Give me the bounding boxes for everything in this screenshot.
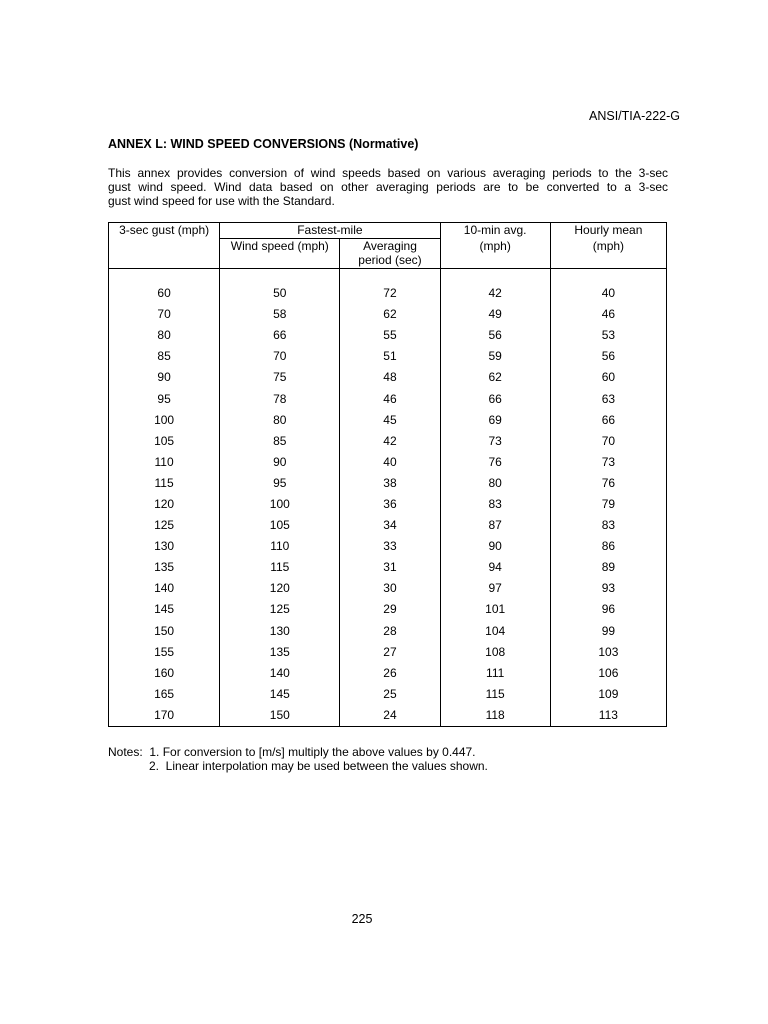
table-cell: 70 xyxy=(220,346,340,367)
table-row xyxy=(109,705,667,727)
intro-paragraph xyxy=(108,166,668,208)
table-cell: 29 xyxy=(340,599,440,620)
table-cell: 79 xyxy=(550,494,666,515)
table-cell: 48 xyxy=(340,367,440,388)
table-cell: 150 xyxy=(109,621,220,642)
wind-speed-conversion-table xyxy=(108,222,667,727)
table-cell: 93 xyxy=(550,578,666,599)
header-averaging-period xyxy=(340,239,440,269)
table-cell: 165 xyxy=(109,684,220,705)
table-cell: 63 xyxy=(550,388,666,409)
table-cell: 83 xyxy=(550,515,666,536)
table-cell: 96 xyxy=(550,599,666,620)
table-cell: 62 xyxy=(340,304,440,325)
header-hourly-line2: (mph) xyxy=(550,239,666,269)
header-wind-speed: Wind speed (mph) xyxy=(220,239,340,269)
table-cell: 26 xyxy=(340,663,440,684)
table-row xyxy=(109,494,667,515)
table-body xyxy=(109,269,667,727)
table-cell: 95 xyxy=(220,473,340,494)
table-cell: 31 xyxy=(340,557,440,578)
table-cell: 66 xyxy=(440,388,550,409)
table-cell: 58 xyxy=(220,304,340,325)
table-cell: 85 xyxy=(220,431,340,452)
table-cell: 115 xyxy=(220,557,340,578)
header-fastest-mile: Fastest-mile xyxy=(220,223,440,239)
document-id: ANSI/TIA-222-G xyxy=(589,109,680,123)
table-row xyxy=(109,578,667,599)
table-cell: 90 xyxy=(440,536,550,557)
table-cell: 130 xyxy=(109,536,220,557)
table-cell: 59 xyxy=(440,346,550,367)
table-cell: 33 xyxy=(340,536,440,557)
table-cell: 120 xyxy=(220,578,340,599)
table-row xyxy=(109,473,667,494)
table-cell: 75 xyxy=(220,367,340,388)
table-cell: 56 xyxy=(550,346,666,367)
table-cell: 150 xyxy=(220,705,340,727)
table-cell: 30 xyxy=(340,578,440,599)
table-cell: 106 xyxy=(550,663,666,684)
table-cell: 108 xyxy=(440,642,550,663)
table-cell: 125 xyxy=(220,599,340,620)
table-row xyxy=(109,431,667,452)
note-1: Notes: 1. For conversion to [m/s] multiply the above values by 0.447. xyxy=(108,745,476,759)
table-cell: 115 xyxy=(109,473,220,494)
table-cell: 110 xyxy=(109,452,220,473)
table-cell: 80 xyxy=(440,473,550,494)
table-cell: 34 xyxy=(340,515,440,536)
table-cell: 56 xyxy=(440,325,550,346)
table-cell: 99 xyxy=(550,621,666,642)
notes xyxy=(108,745,488,773)
table-cell: 89 xyxy=(550,557,666,578)
table-row xyxy=(109,599,667,620)
table-row xyxy=(109,642,667,663)
note-2: 2. Linear interpolation may be used between the values shown. xyxy=(149,759,488,773)
table-cell: 109 xyxy=(550,684,666,705)
table-cell: 101 xyxy=(440,599,550,620)
table-cell: 27 xyxy=(340,642,440,663)
table-cell: 51 xyxy=(340,346,440,367)
table-cell: 118 xyxy=(440,705,550,727)
table-cell: 60 xyxy=(109,283,220,304)
table-cell: 70 xyxy=(550,431,666,452)
table-cell: 45 xyxy=(340,410,440,431)
table-cell: 40 xyxy=(550,283,666,304)
table-cell: 87 xyxy=(440,515,550,536)
table-cell: 135 xyxy=(109,557,220,578)
table-cell: 40 xyxy=(340,452,440,473)
table-cell: 100 xyxy=(220,494,340,515)
table-row xyxy=(109,283,667,304)
table-cell: 42 xyxy=(340,431,440,452)
table-cell: 90 xyxy=(220,452,340,473)
table-cell: 83 xyxy=(440,494,550,515)
table-row xyxy=(109,410,667,431)
table-cell: 38 xyxy=(340,473,440,494)
page-number: 225 xyxy=(351,912,373,926)
table-cell: 115 xyxy=(440,684,550,705)
table-cell: 25 xyxy=(340,684,440,705)
table-cell: 113 xyxy=(550,705,666,727)
annex-title: ANNEX L: WIND SPEED CONVERSIONS (Normative) xyxy=(108,137,419,151)
table-cell: 94 xyxy=(440,557,550,578)
table-cell: 145 xyxy=(109,599,220,620)
table-row xyxy=(109,367,667,388)
table-cell: 80 xyxy=(109,325,220,346)
table-cell: 55 xyxy=(340,325,440,346)
table-row xyxy=(109,621,667,642)
table-cell: 60 xyxy=(550,367,666,388)
table-cell: 46 xyxy=(340,388,440,409)
table-cell: 73 xyxy=(550,452,666,473)
table-cell: 110 xyxy=(220,536,340,557)
table-cell: 90 xyxy=(109,367,220,388)
table-row xyxy=(109,388,667,409)
table-cell: 140 xyxy=(220,663,340,684)
table-cell: 95 xyxy=(109,388,220,409)
table-cell: 69 xyxy=(440,410,550,431)
header-hourly-line1: Hourly mean xyxy=(550,223,666,239)
table-cell: 72 xyxy=(340,283,440,304)
header-tenmin-line1: 10-min avg. xyxy=(440,223,550,239)
table-cell: 97 xyxy=(440,578,550,599)
table-row xyxy=(109,325,667,346)
table-row xyxy=(109,557,667,578)
table-cell: 76 xyxy=(440,452,550,473)
intro-line: This annex provides conversion of wind speeds based on various averaging periods to the 3-sec xyxy=(108,166,668,180)
table-cell: 140 xyxy=(109,578,220,599)
table-cell: 36 xyxy=(340,494,440,515)
table-cell: 73 xyxy=(440,431,550,452)
table-cell: 135 xyxy=(220,642,340,663)
table-cell: 105 xyxy=(109,431,220,452)
table-cell: 50 xyxy=(220,283,340,304)
header-tenmin-line2: (mph) xyxy=(440,239,550,269)
table-cell: 105 xyxy=(220,515,340,536)
table-row xyxy=(109,515,667,536)
table-cell: 155 xyxy=(109,642,220,663)
table-cell: 145 xyxy=(220,684,340,705)
table-cell: 100 xyxy=(109,410,220,431)
table-cell: 53 xyxy=(550,325,666,346)
table-row xyxy=(109,684,667,705)
table-cell: 103 xyxy=(550,642,666,663)
table-row xyxy=(109,452,667,473)
table-cell: 49 xyxy=(440,304,550,325)
table-cell: 170 xyxy=(109,705,220,727)
table-cell: 24 xyxy=(340,705,440,727)
table-row xyxy=(109,346,667,367)
table-row xyxy=(109,304,667,325)
intro-line: gust wind speed. Wind data based on other averaging periods are to be converted to a 3-sec xyxy=(108,180,668,194)
header-gust-blank xyxy=(109,239,220,269)
header-gust: 3-sec gust (mph) xyxy=(109,223,220,239)
table-cell: 130 xyxy=(220,621,340,642)
table-cell: 42 xyxy=(440,283,550,304)
table-cell: 28 xyxy=(340,621,440,642)
table-cell: 160 xyxy=(109,663,220,684)
table-cell: 62 xyxy=(440,367,550,388)
table-cell: 70 xyxy=(109,304,220,325)
table-cell: 86 xyxy=(550,536,666,557)
table-row xyxy=(109,663,667,684)
table-cell: 78 xyxy=(220,388,340,409)
table-cell: 66 xyxy=(550,410,666,431)
header-averaging-line2: period (sec) xyxy=(358,253,422,267)
table-cell: 76 xyxy=(550,473,666,494)
table-cell: 46 xyxy=(550,304,666,325)
table-cell: 66 xyxy=(220,325,340,346)
table-cell: 80 xyxy=(220,410,340,431)
table-cell: 111 xyxy=(440,663,550,684)
table-row xyxy=(109,536,667,557)
table-cell: 85 xyxy=(109,346,220,367)
intro-line: gust wind speed for use with the Standard. xyxy=(108,194,335,208)
table-cell: 104 xyxy=(440,621,550,642)
table-cell: 125 xyxy=(109,515,220,536)
table-cell: 120 xyxy=(109,494,220,515)
header-averaging-line1: Averaging xyxy=(363,239,417,253)
